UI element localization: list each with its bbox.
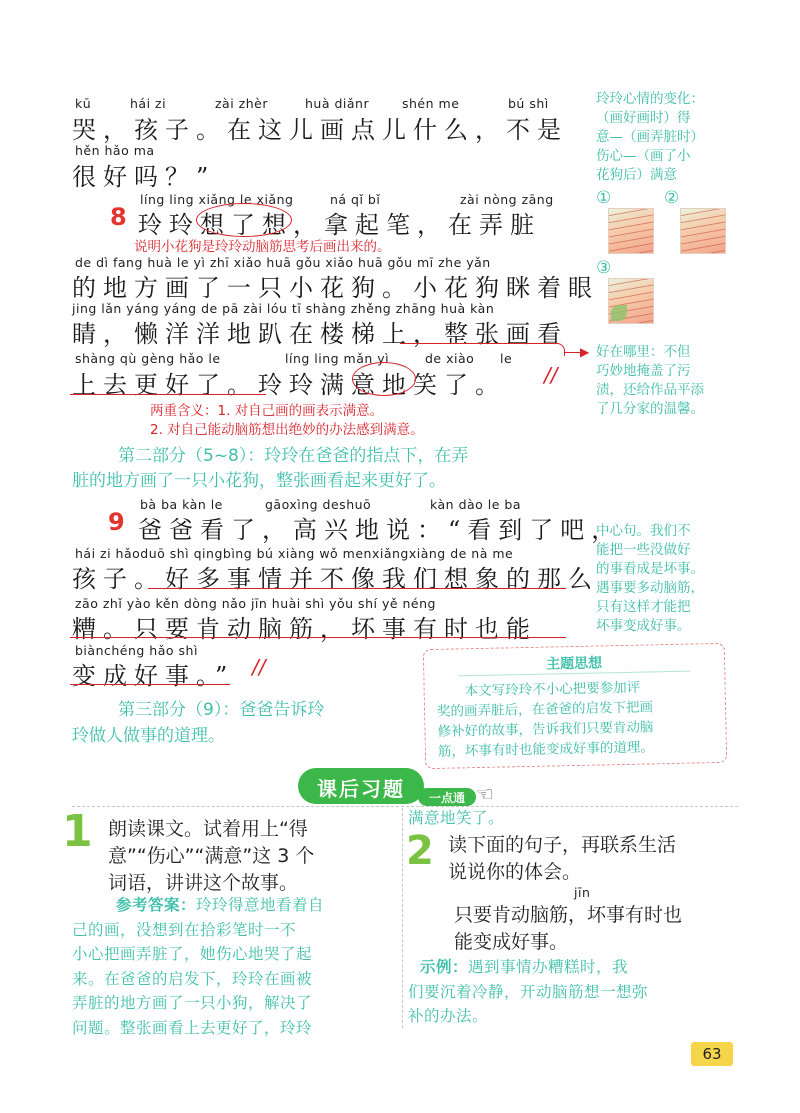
text-line: 哭，孩子。在这儿画点儿什么，不是 (72, 116, 568, 144)
pinyin: hěn hǎo ma (75, 143, 155, 158)
divider (72, 806, 738, 807)
answer-line: 来。在爸爸的启发下，玲玲在画被 (72, 969, 313, 988)
side-note-line: 中心句。我们不 (596, 523, 691, 539)
quote-line: 只要肯动脑筋，坏事有时也 (454, 904, 683, 926)
answer-line: 问题。整张画看上去更好了，玲玲 (72, 1018, 313, 1037)
pinyin: zài zhèr (215, 96, 268, 111)
text-line: 变成好事。” (72, 662, 235, 690)
underline (148, 588, 566, 589)
side-note-line: 只有这样才能把 (596, 599, 691, 615)
answer-block (72, 893, 402, 1040)
pinyin: shàng qù gèng hǎo le (75, 351, 221, 366)
underline (70, 637, 566, 638)
hand-pointer-icon: ☜ (476, 782, 494, 806)
theme-line: 修补好的故事，告诉我们只要肯动脑 (437, 719, 654, 740)
annotation-note: 说明小花狗是玲玲动脑筋思考后画出来的。 (134, 239, 391, 255)
theme-line: 本文写玲玲不小心把要参加评 (464, 679, 641, 700)
pinyin: bú shì (508, 96, 549, 111)
underline (70, 684, 230, 685)
section-summary: 第二部分（5~8）：玲玲在爸爸的指点下，在弄 (118, 446, 469, 466)
theme-text (436, 677, 654, 762)
question-line: 说说你的体会。 (448, 861, 582, 883)
quoted-sentence (454, 902, 682, 956)
page-number: 63 (691, 1042, 733, 1066)
question-text (108, 816, 314, 897)
pinyin: biànchéng hǎo shì (75, 643, 198, 658)
example-line: 补的办法。 (408, 1007, 489, 1025)
text-line: 玲玲想了想，拿起笔，在弄脏 (138, 211, 541, 239)
column-divider (402, 808, 403, 1028)
side-note-line: 坏事变成好事。 (596, 618, 691, 634)
paragraph-number: 9 (108, 508, 125, 536)
side-note-line: 花狗后）满意 (596, 167, 677, 183)
answer-line: 玲玲得意地看着自 (196, 896, 325, 914)
side-note-line: （画好画时）得 (596, 110, 691, 126)
pinyin: jing lǎn yáng yáng de pā zài lóu tī shàng zhěng zhāng huà kàn (72, 301, 495, 316)
pinyin: kū (75, 96, 92, 111)
image-label: ② (664, 188, 680, 208)
exercise-banner-title: 课后习题 (317, 777, 405, 801)
side-note-line: 意—（画弄脏时） (596, 129, 704, 145)
example-line: 们要沉着冷静，开动脑筋想一想弥 (408, 982, 649, 1001)
text-line: 爸爸看了，高兴地说：“看到了吧， (138, 516, 623, 544)
pinyin: gāoxìng deshuō (265, 497, 372, 512)
pinyin: de dì fang huà le yì zhī xiǎo huā gǒu xiǎo huā gǒu mī zhe yǎn (75, 255, 491, 270)
side-note-line: 遇事要多动脑筋， (596, 580, 704, 596)
side-note-line: 巧妙地掩盖了污 (596, 363, 691, 379)
pinyin: ná qǐ bǐ (330, 192, 381, 207)
side-note-line: 玲玲心情的变化： (596, 91, 704, 107)
example-line: 遇到事情办糟糕时，我 (468, 958, 629, 976)
side-note-good (596, 343, 746, 419)
underline (70, 394, 266, 395)
pinyin: de xiào (425, 351, 475, 366)
answer-line: 己的画，没想到在拾彩笔时一不 (72, 920, 297, 939)
question-number: 2 (406, 828, 434, 874)
section-divider-mark: // (544, 363, 558, 387)
section-summary: 脏的地方画了一只小花狗，整张画看起来更好了。 (72, 471, 446, 491)
section-summary: 玲做人做事的道理。 (72, 726, 225, 746)
image-label: ① (596, 188, 612, 208)
answer-line: 弄脏的地方画了一只小狗，解决了 (72, 994, 313, 1012)
exercise-banner-sub: 一点通 (428, 791, 465, 805)
theme-box (423, 643, 727, 769)
annotation-note: 两重含义：1. 对自己画的画表示满意。 (150, 403, 384, 419)
text-line: 孩子。好多事情并不像我们想象的那么 (72, 565, 599, 593)
text-line: 上去更好了。玲玲满意地笑了。 (72, 371, 506, 399)
pinyin: jīn (574, 885, 591, 900)
side-note-line: 好在哪里：不但 (596, 344, 691, 360)
illustration-thumbnail (608, 208, 654, 254)
pinyin: líng ling xiǎng le xiǎng (140, 192, 294, 207)
text-line: 的地方画了一只小花狗。小花狗眯着眼 (72, 274, 599, 302)
example-label: 示例： (420, 958, 469, 976)
example-block (408, 955, 738, 1029)
theme-line: 奖的画弄脏后，在爸爸的启发下把画 (436, 699, 654, 720)
pinyin: zāo zhǐ yào kěn dòng nǎo jīn huài shì yǒu shí yě néng (75, 596, 436, 611)
side-note-line: 了几分家的温馨。 (596, 401, 704, 417)
pinyin: huà diǎnr (305, 96, 370, 111)
theme-title: 主题思想 (545, 655, 603, 673)
pinyin: líng ling mǎn yì (285, 351, 390, 366)
exercise-banner (298, 768, 424, 804)
text-line: 睛，懒洋洋地趴在楼梯上，整张画看 (72, 320, 568, 348)
arrow-icon: ▶ (580, 345, 590, 359)
pinyin: bà ba kàn le (140, 497, 223, 512)
answer-line: 小心把画弄脏了，她伤心地哭了起 (72, 945, 313, 963)
side-note-line: 伤心—（画了小 (596, 148, 691, 164)
pinyin: shén me (402, 96, 460, 111)
pinyin: hái zi (130, 96, 167, 111)
side-note-line: 渍，还给作品平添 (596, 382, 704, 398)
illustration-thumbnail (680, 208, 726, 254)
pinyin: kàn dào le ba (430, 497, 522, 512)
side-note-center (596, 522, 746, 636)
paragraph-number: 8 (110, 203, 127, 231)
pinyin: le (500, 351, 513, 366)
question-line: 读下面的句子，再联系生活 (448, 834, 677, 856)
section-summary: 第三部分（9）：爸爸告诉玲 (118, 700, 325, 720)
annotation-note: 2. 对自己能动脑筋想出绝妙的办法感到满意。 (150, 422, 424, 438)
side-note-mood (596, 90, 746, 185)
question-number: 1 (62, 806, 93, 857)
pinyin: hái zi hǎoduō shì qingbìng bú xiàng wǒ menxiǎngxiàng de nà me (75, 546, 514, 561)
pinyin: zài nòng zāng (460, 192, 554, 207)
emphasis-oval (196, 203, 292, 237)
answer-label: 参考答案： (116, 896, 197, 914)
text-line: 糟。只要肯动脑筋，坏事有时也能 (72, 615, 537, 643)
side-note-line: 能把一些没做好 (596, 542, 691, 558)
side-note-line: 的事看成是坏事。 (596, 561, 704, 577)
illustration-thumbnail (608, 278, 654, 324)
question-text (448, 832, 676, 886)
section-divider-mark: // (252, 655, 266, 679)
quote-line: 能变成好事。 (454, 931, 569, 953)
theme-line: 筋，坏事有时也能变成好事的道理。 (437, 739, 655, 760)
question-line: 朗读课文。试着用上“得 (108, 818, 308, 840)
emphasis-oval (352, 362, 416, 396)
question-line: 词语，讲讲这个故事。 (108, 872, 299, 894)
exercise-banner-tag (418, 788, 476, 806)
image-label: ③ (596, 258, 612, 278)
underline (400, 343, 558, 344)
answer-continued: 满意地笑了。 (408, 809, 505, 827)
text-line: 很好吗？” (72, 163, 216, 191)
question-line: 意”“伤心”“满意”这 3 个 (108, 845, 315, 867)
